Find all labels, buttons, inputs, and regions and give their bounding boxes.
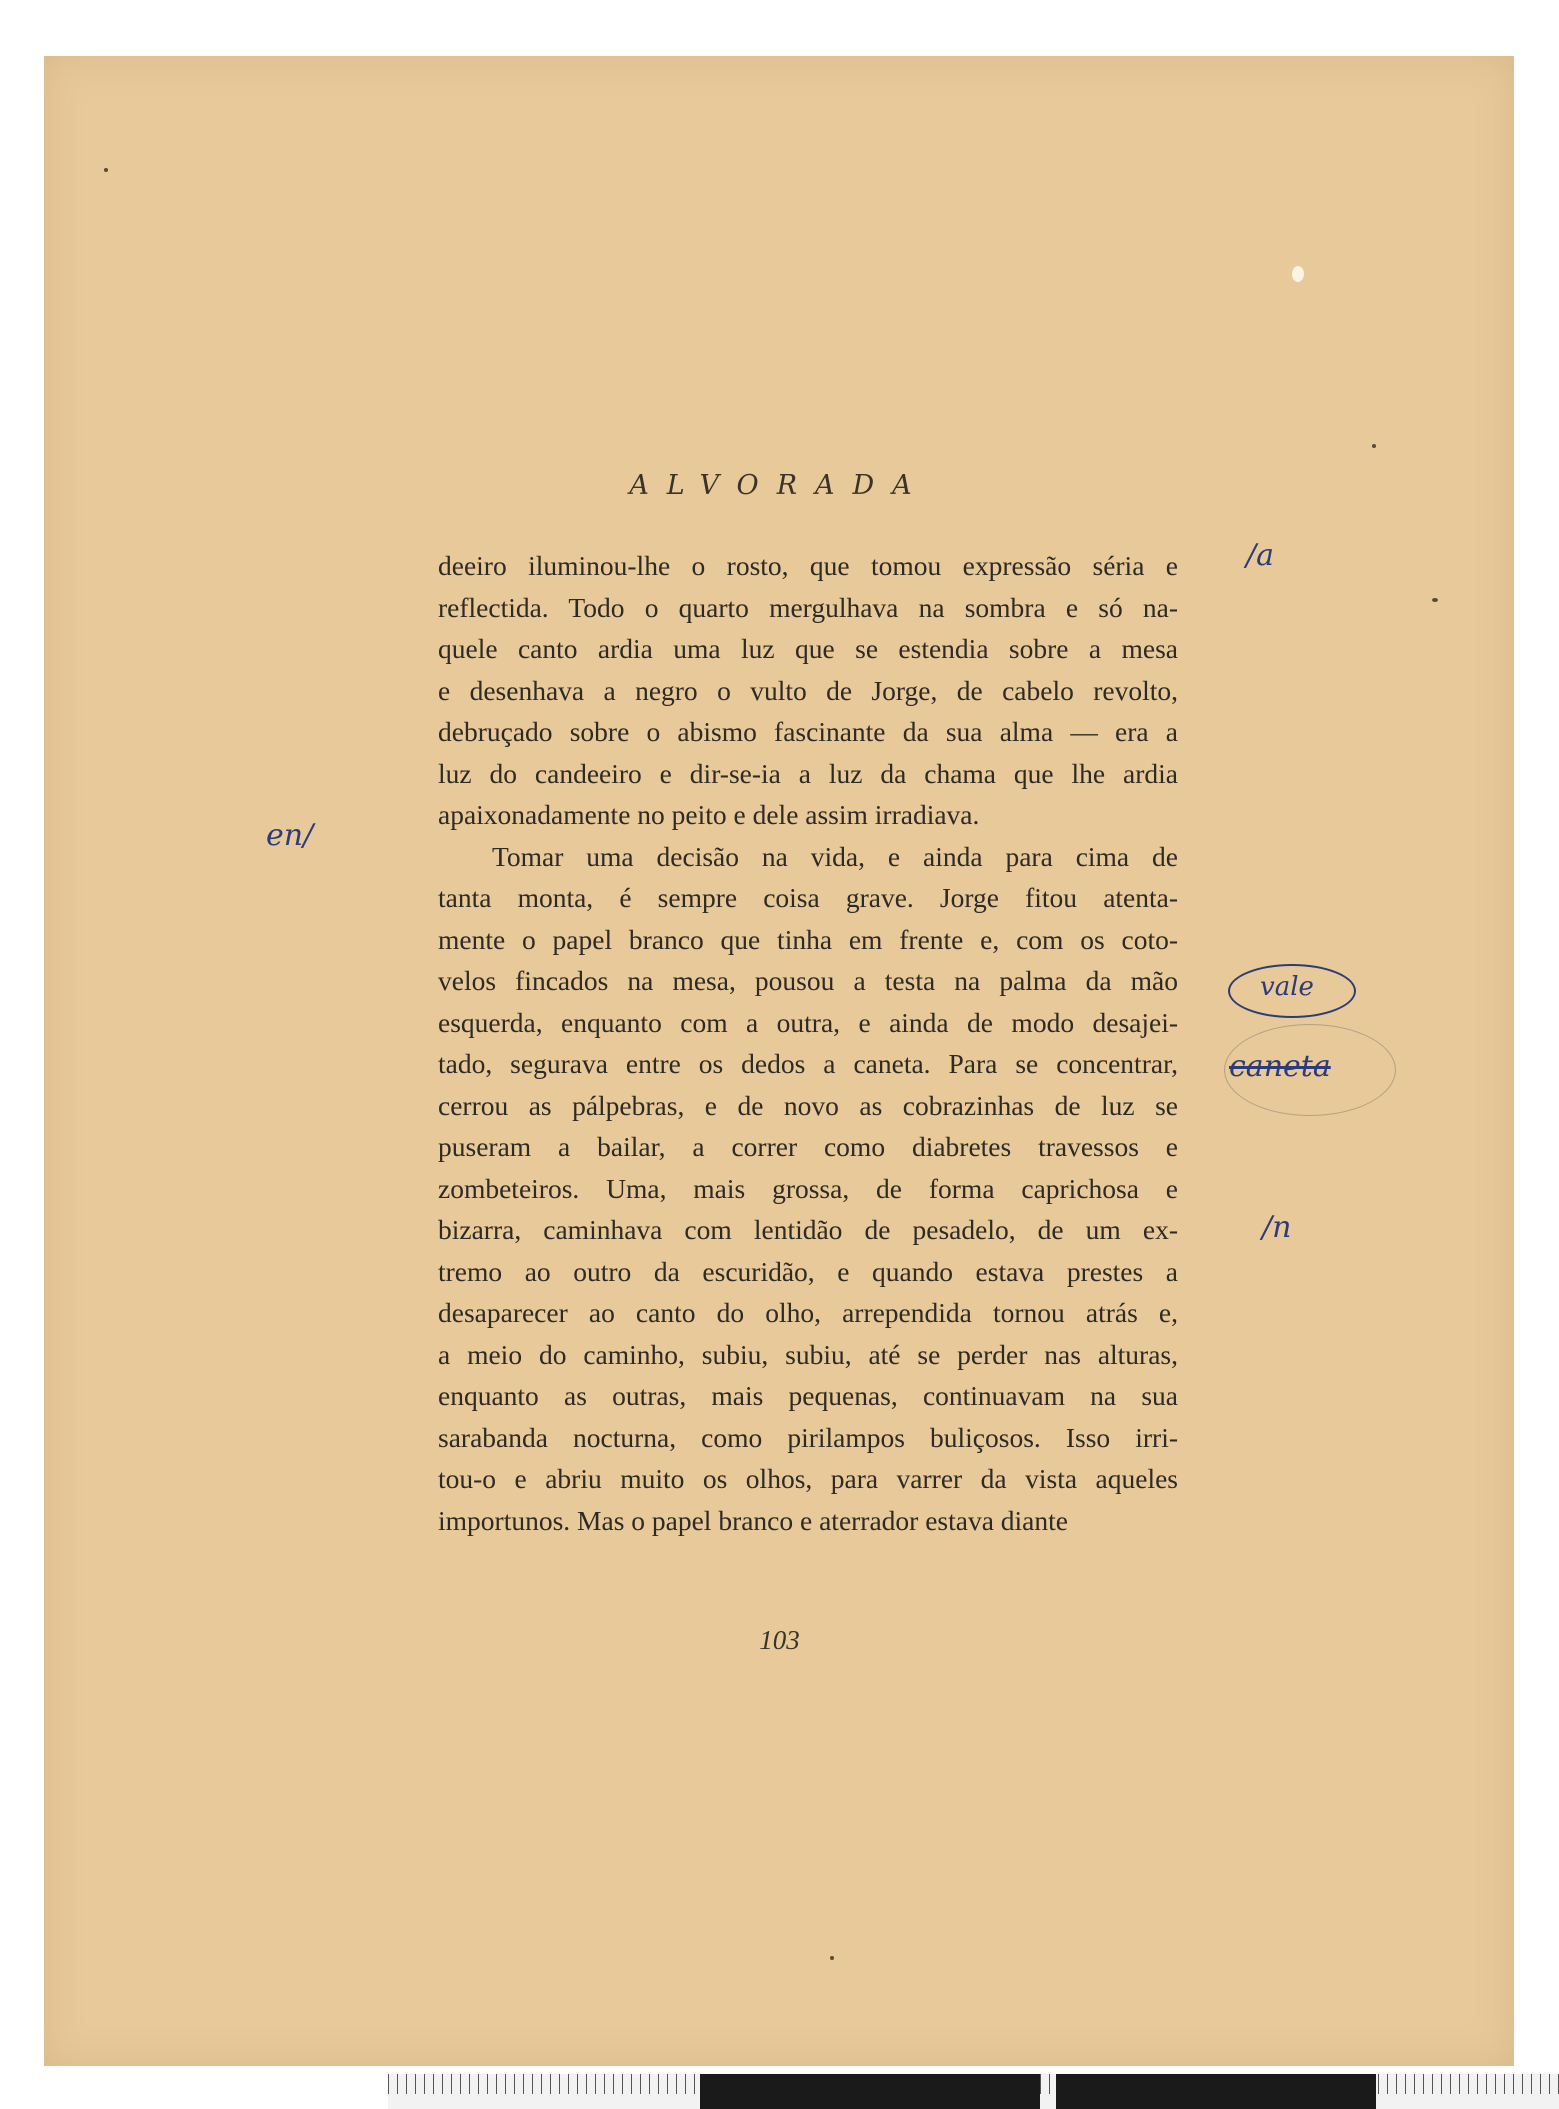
body-text bbox=[438, 545, 1178, 1541]
text-line: e desenhava a negro o vulto de Jorge, de cabelo revolto, bbox=[438, 674, 1178, 706]
text-line: enquanto as outras, mais pequenas, continuavam na sua bbox=[438, 1380, 1178, 1411]
text-line: tou-o e abriu muito os olhos, para varrer da vista aqueles bbox=[438, 1463, 1178, 1494]
paragraph-2-end bbox=[438, 1500, 1178, 1542]
paragraph-1-end bbox=[438, 794, 1178, 836]
text-line: desaparecer ao canto do olho, arrependida tornou atrás e, bbox=[438, 1297, 1178, 1328]
paper-hole bbox=[1292, 266, 1304, 282]
ruler-ticks bbox=[1040, 2074, 1052, 2094]
proof-mark-left: en/ bbox=[266, 818, 314, 853]
ruler-ticks bbox=[388, 2074, 700, 2094]
proof-mark-right-2: /n bbox=[1262, 1210, 1292, 1245]
proof-mark-right-1: /a bbox=[1246, 538, 1274, 573]
text-line: a meio do caminho, subiu, subiu, até se perder nas alturas, bbox=[438, 1338, 1178, 1370]
text-line: velos fincados na mesa, pousou a testa na palma da mão bbox=[438, 965, 1178, 996]
text-line: esquerda, enquanto com a outra, e ainda de modo desajei- bbox=[438, 1006, 1178, 1038]
text-line: luz do candeeiro e dir-se-ia a luz da chama que lhe ardia bbox=[438, 757, 1178, 789]
paper-speck bbox=[104, 168, 108, 172]
text-line: reflectida. Todo o quarto mergulhava na sombra e só na- bbox=[438, 591, 1178, 623]
text-line: mente o papel branco que tinha em frente e, com os coto- bbox=[438, 923, 1178, 955]
text-line: sarabanda nocturna, como pirilampos buliçosos. Isso irri- bbox=[438, 1421, 1178, 1453]
text-line: deeiro iluminou-lhe o rosto, que tomou expressão séria e bbox=[438, 550, 1178, 581]
scale-ruler bbox=[388, 2074, 1559, 2109]
text-line: quele canto ardia uma luz que se estendia sobre a mesa bbox=[438, 633, 1178, 664]
running-head: ALVORADA bbox=[629, 470, 930, 501]
paragraph-1 bbox=[438, 545, 1178, 794]
ruler-dark-segment bbox=[1056, 2074, 1376, 2109]
ruler-ticks bbox=[1378, 2074, 1559, 2094]
text-line: puseram a bailar, a correr como diabretes travessos e bbox=[438, 1131, 1178, 1162]
text-line: Tomar uma decisão na vida, e ainda para cima de bbox=[492, 840, 1178, 872]
text-line: tanta monta, é sempre coisa grave. Jorge fitou atenta- bbox=[438, 882, 1178, 913]
text-line: tado, segurava entre os dedos a caneta. Para se concentrar, bbox=[438, 1048, 1178, 1079]
proof-mark-circled-text: vale bbox=[1260, 972, 1314, 1002]
text-line: tremo ao outro da escuridão, e quando estava prestes a bbox=[438, 1255, 1178, 1287]
text-line: cerrou as pálpebras, e de novo as cobrazinhas de luz se bbox=[438, 1089, 1178, 1121]
ruler-dark-segment bbox=[700, 2074, 1040, 2109]
paper-speck bbox=[1432, 598, 1438, 602]
text-line: zombeteiros. Uma, mais grossa, de forma caprichosa e bbox=[438, 1172, 1178, 1204]
page-number: 103 bbox=[759, 1625, 800, 1655]
proof-mark-struck bbox=[1224, 1024, 1396, 1116]
proof-mark-struck-text: caneta bbox=[1229, 1049, 1331, 1084]
paper-speck bbox=[1372, 444, 1376, 448]
text-line: importunos. Mas o papel branco e aterrador estava diante bbox=[438, 1504, 1068, 1536]
text-line: apaixonadamente no peito e dele assim irradiava. bbox=[438, 799, 980, 830]
text-line: bizarra, caminhava com lentidão de pesadelo, de um ex- bbox=[438, 1214, 1178, 1245]
proof-mark-circled bbox=[1228, 964, 1356, 1018]
paper-speck bbox=[830, 1956, 834, 1960]
text-line: debruçado sobre o abismo fascinante da sua alma — era a bbox=[438, 716, 1178, 747]
paragraph-2 bbox=[438, 836, 1178, 1500]
